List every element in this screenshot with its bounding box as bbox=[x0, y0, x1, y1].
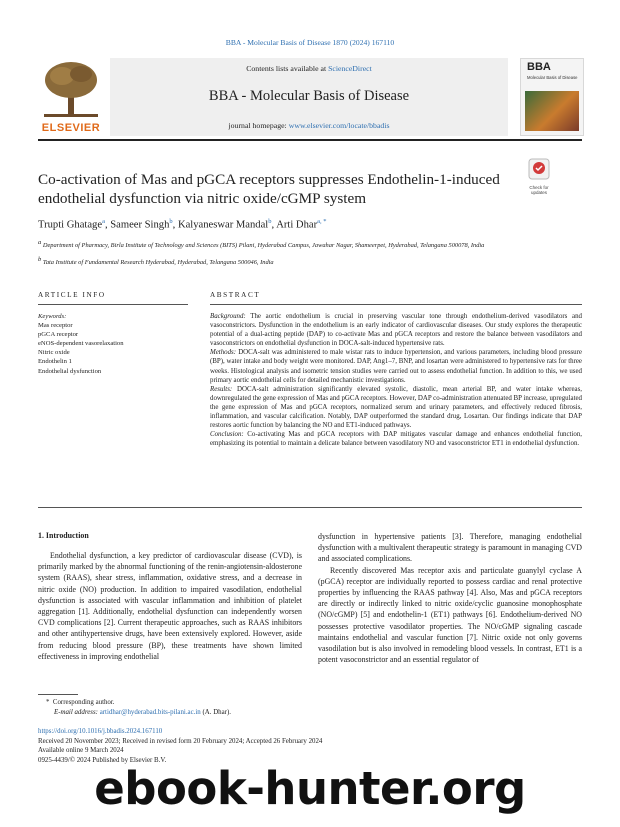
abstract-paragraph bbox=[210, 430, 582, 448]
abstract-text: DOCA-salt administration significantly elevated systolic, diastolic, mean arterial BP, and water intake whereas, downregulated the gene expression of Mas and pGCA receptors. However, DAP co-administration attenuated BP increase, upregulated the gene expression of Mas and pGCA receptors, normalized serum and urinary parameters, and effectively reduced fibrosis, inflammation, and vascular calcification. Notably, DAP outperformed the standard drug, Losartan. Our findings indicate that DAP restores aortic function by balancing the NO and ET1-induced pathways. bbox=[210, 385, 582, 430]
article-footer bbox=[38, 727, 582, 765]
affiliation-mark: a bbox=[38, 239, 42, 246]
author-name[interactable]: Arti Dhar bbox=[276, 219, 318, 231]
corresponding-author-note: Corresponding author. bbox=[52, 699, 115, 706]
watermark: ebook-hunter.org bbox=[94, 762, 526, 815]
contents-line bbox=[110, 64, 508, 73]
header-rule bbox=[38, 139, 582, 141]
author-name[interactable]: Sameer Singh bbox=[110, 219, 170, 231]
article-info-rule bbox=[38, 304, 188, 305]
affiliation-b bbox=[38, 256, 582, 267]
author-name[interactable]: Kalyaneswar Mandal bbox=[177, 219, 269, 231]
abstract-body bbox=[210, 312, 582, 448]
intro-paragraph: Endothelial dysfunction, a key predictor of cardiovascular disease (CVD), is primarily marked by the abnormal functioning of the renin-angiotensin-aldosterone system (RAAS), shear stress, inflammation, oxidative stress, and a decrease in nitric oxide (NO) production. In addition to impaired vasodilation, endothelial dysfunction is associated with vascular inflammation and inhibition of platelet aggregation [1]. Additionally, endothelial dysfunction can independently worsen CVD complications [2]. Current therapeutic approaches, such as RAAS inhibitors and other antihypertensive drugs, have been extensively explored. However, aside from reducing blood pressure (BP), these treatments have shown limited effectiveness in improving endothelial bbox=[38, 551, 302, 661]
tree-icon bbox=[38, 58, 104, 120]
email-suffix: (A. Dhar). bbox=[200, 708, 231, 716]
author-affil-mark[interactable]: b bbox=[169, 218, 173, 225]
footnote bbox=[46, 698, 446, 717]
abstract-label: Conclusion: bbox=[210, 431, 244, 439]
keywords-label: Keywords: bbox=[38, 313, 67, 320]
article-title: Co-activation of Mas and pGCA receptors suppresses Endothelin-1-induced endothelial dysfunction via nitric oxide/cGMP system bbox=[38, 171, 500, 207]
elsevier-wordmark: ELSEVIER bbox=[41, 122, 101, 134]
keyword-item: eNOS-dependent vasorelaxation bbox=[38, 340, 124, 348]
affiliation-text: Department of Pharmacy, Birla Institute of Technology and Sciences (BITS) Pilani, Hyderabad Campus, Jawahar Nagar, Shameerpet, Hyderabad, Telangana 500078, India bbox=[42, 242, 485, 250]
abstract-label: Methods: bbox=[210, 349, 237, 357]
cover-title: BBA bbox=[527, 61, 551, 73]
article-info-heading: ARTICLE INFO bbox=[38, 291, 106, 299]
keyword-item: Endothelin 1 bbox=[38, 358, 72, 366]
footnote-star: * bbox=[46, 699, 53, 706]
abstract-rule bbox=[210, 304, 582, 305]
author-list: Trupti Ghatage$^a$, Sameer Singh$^b$, Kalyaneswar Mandal$^b$, Arti Dhar$^{a, *}$ bbox=[38, 218, 327, 231]
keyword-item: Nitric oxide bbox=[38, 349, 70, 357]
abstract-heading: ABSTRACT bbox=[210, 291, 261, 299]
abstract-paragraph bbox=[210, 312, 582, 348]
author-name[interactable]: Trupti Ghatage bbox=[38, 219, 103, 231]
author-affil-mark[interactable]: b bbox=[268, 218, 272, 225]
check-updates-icon bbox=[528, 158, 550, 180]
homepage-link[interactable]: www.elsevier.com/locate/bbadis bbox=[288, 121, 390, 130]
keyword-item: Mas receptor bbox=[38, 322, 73, 330]
received-dates: Received 20 November 2023; Received in revised form 20 February 2024; Accepted 26 February 2024 bbox=[38, 737, 323, 745]
check-for-updates-badge[interactable] bbox=[525, 158, 553, 195]
journal-cover[interactable] bbox=[520, 58, 584, 136]
contents-prefix: Contents lists available at bbox=[246, 64, 329, 73]
homepage-line bbox=[110, 121, 508, 130]
email-label: E-mail address: bbox=[54, 708, 100, 716]
intro-paragraph: Recently discovered Mas receptor axis and particulate guanylyl cyclase A (pGCA) receptor are individually reported to possess cardiac and renal protective properties by influencing the RAAS pathway [4]. Also, Mas and pGCA receptors are directly or indirectly linked to nitric oxide/cyclic guanosine monophosphate (NO/cGMP) [5] and endothelin-1 (ET1) pathways [6]. Endothelium-derived NO possesses protective vasodilator properties. The NO/cGMP signaling cascade maintains endothelial and vascular function [7]. Nitric oxide not only governs vasodilation but is also involved in remodeling blood vessels. In contrast, ET1 is a potent vasoconstrictor and an essential regulator of bbox=[318, 565, 582, 665]
abstract-bottom-rule bbox=[38, 507, 582, 508]
keywords-block bbox=[38, 312, 188, 376]
journal-name: BBA - Molecular Basis of Disease bbox=[208, 88, 410, 104]
check-updates-line1: Check for bbox=[529, 185, 549, 190]
journal-reference[interactable]: BBA - Molecular Basis of Disease 1870 (2024) 167110 bbox=[225, 38, 395, 47]
section-heading-introduction: 1. Introduction bbox=[38, 531, 89, 540]
affiliation-text: Tata Institute of Fundamental Research Hyderabad, Hyderabad, Telangana 500046, India bbox=[42, 259, 274, 267]
footnote-rule bbox=[38, 694, 78, 695]
keyword-item: Endothelial dysfunction bbox=[38, 367, 102, 375]
abstract-paragraph bbox=[210, 385, 582, 430]
intro-right-column bbox=[318, 531, 582, 665]
abstract-text: Co-activating Mas and pGCA receptors with DAP mitigates vascular damage and enhances endothelial function, emphasizing its potential to maintain a delicate balance between vasodilatory NO and vasoconstrictor ET1 in endothelial dysfunction. bbox=[210, 431, 582, 448]
affiliation-mark: b bbox=[38, 256, 42, 263]
affiliation-a bbox=[38, 239, 582, 250]
abstract-text: DOCA-salt was administered to male wistar rats to induce hypertension, and various parameters, including blood pressure (BP), water intake and body weight were monitored. DAP, Ang1–7, BNP, and losartan were administered to hypertensive rats for three weeks. Histological analysis and isometric tension studies were carried out to assess endothelial function. In addition to this, we used primary aortic endothelial cells for detailed mechanistic investigations. bbox=[210, 349, 582, 384]
abstract-label: Results: bbox=[210, 385, 233, 393]
abstract-label: Background: bbox=[210, 313, 246, 320]
abstract-paragraph bbox=[210, 348, 582, 384]
copyright: 0925-4439/© 2024 Published by Elsevier B.V. bbox=[38, 756, 167, 764]
sciencedirect-link[interactable]: ScienceDirect bbox=[328, 64, 372, 73]
intro-left-column bbox=[38, 550, 302, 662]
author-affil-mark[interactable]: a bbox=[102, 218, 105, 225]
email-link[interactable]: artidhar@hyderabad.bits-pilani.ac.in bbox=[99, 708, 201, 716]
abstract-text: The aortic endothelium is crucial in preserving vascular tone through endothelium-derived vasodilators and vasoconstrictors. Dysfunction in the endothelium is an early indicator of cardiovascular diseases. Our study explores the therapeutic potential of a dual-acting peptide (DAP) to co-activate Mas and pGCA receptors and restore the balance between vasodilators and vasoconstrictors on endothelial dysfunction in DOCA-salt-induced hypertensive rats. bbox=[210, 313, 582, 348]
intro-paragraph: dysfunction in hypertensive patients [3]. Therefore, managing endothelial dysfunction with a multivalent therapeutic strategy is paramount in managing CVD and associated complications. bbox=[318, 532, 582, 564]
cover-image bbox=[525, 91, 579, 131]
author-affil-mark[interactable]: a, * bbox=[317, 218, 327, 225]
doi-link[interactable]: https://doi.org/10.1016/j.bbadis.2024.167110 bbox=[38, 728, 163, 735]
available-online: Available online 9 March 2024 bbox=[38, 747, 124, 754]
cover-subtitle: Molecular Basis of Disease bbox=[527, 75, 578, 80]
homepage-prefix: journal homepage: bbox=[228, 121, 289, 130]
check-updates-line2: updates bbox=[530, 190, 547, 195]
keyword-item: pGCA receptor bbox=[38, 331, 79, 339]
